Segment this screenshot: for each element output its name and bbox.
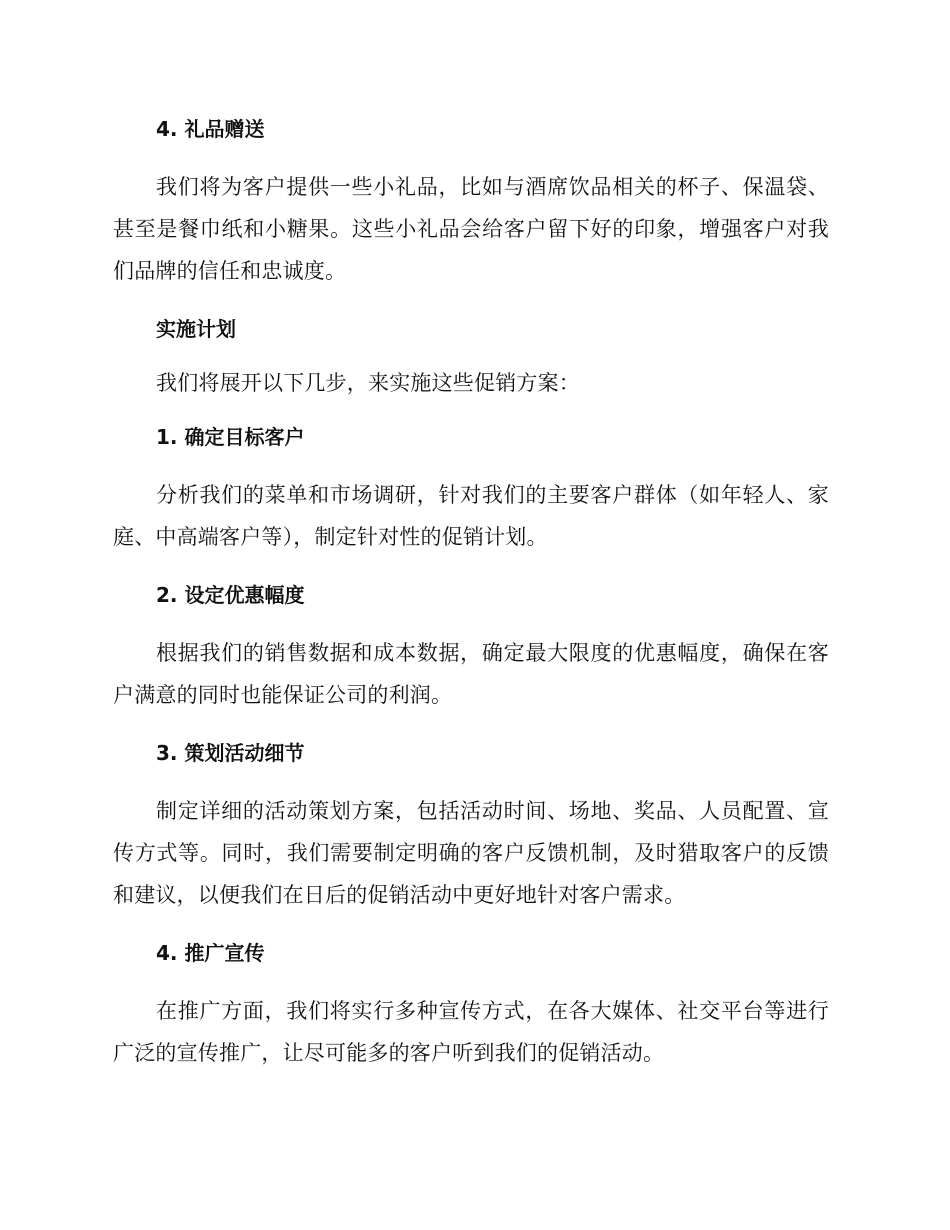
- section-heading-implementation-plan: 实施计划: [156, 317, 236, 341]
- section-heading-promotion: 4. 推广宣传: [156, 941, 265, 965]
- paragraph-gifts: 我们将为客户提供一些小礼品，比如与酒席饮品相关的杯子、保温袋、甚至是餐巾纸和小糖果。这些小礼品会给客户留下好的印象，增强客户对我们品牌的信任和忠诚度。: [113, 175, 829, 283]
- section-heading-discount-range: 2. 设定优惠幅度: [156, 583, 305, 607]
- paragraph-promotion: 在推广方面，我们将实行多种宣传方式，在各大媒体、社交平台等进行广泛的宣传推广，让尽可能多的客户听到我们的促销活动。: [113, 999, 829, 1065]
- section-heading-event-details: 3. 策划活动细节: [156, 741, 305, 765]
- paragraph-target-customers: 分析我们的菜单和市场调研，针对我们的主要客户群体（如年轻人、家庭、中高端客户等），制定针对性的促销计划。: [113, 483, 829, 549]
- paragraph-discount-range: 根据我们的销售数据和成本数据，确定最大限度的优惠幅度，确保在客户满意的同时也能保证公司的利润。: [113, 641, 829, 707]
- section-heading-gifts: 4. 礼品赠送: [156, 117, 265, 141]
- document-body: [113, 112, 829, 1094]
- section-heading-target-customers: 1. 确定目标客户: [156, 425, 305, 449]
- paragraph-implementation-intro: 我们将展开以下几步，来实施这些促销方案：: [156, 371, 580, 395]
- paragraph-event-details: 制定详细的活动策划方案，包括活动时间、场地、奖品、人员配置、宣传方式等。同时，我们需要制定明确的客户反馈机制，及时猎取客户的反馈和建议，以便我们在日后的促销活动中更好地针对客户需求。: [113, 799, 829, 907]
